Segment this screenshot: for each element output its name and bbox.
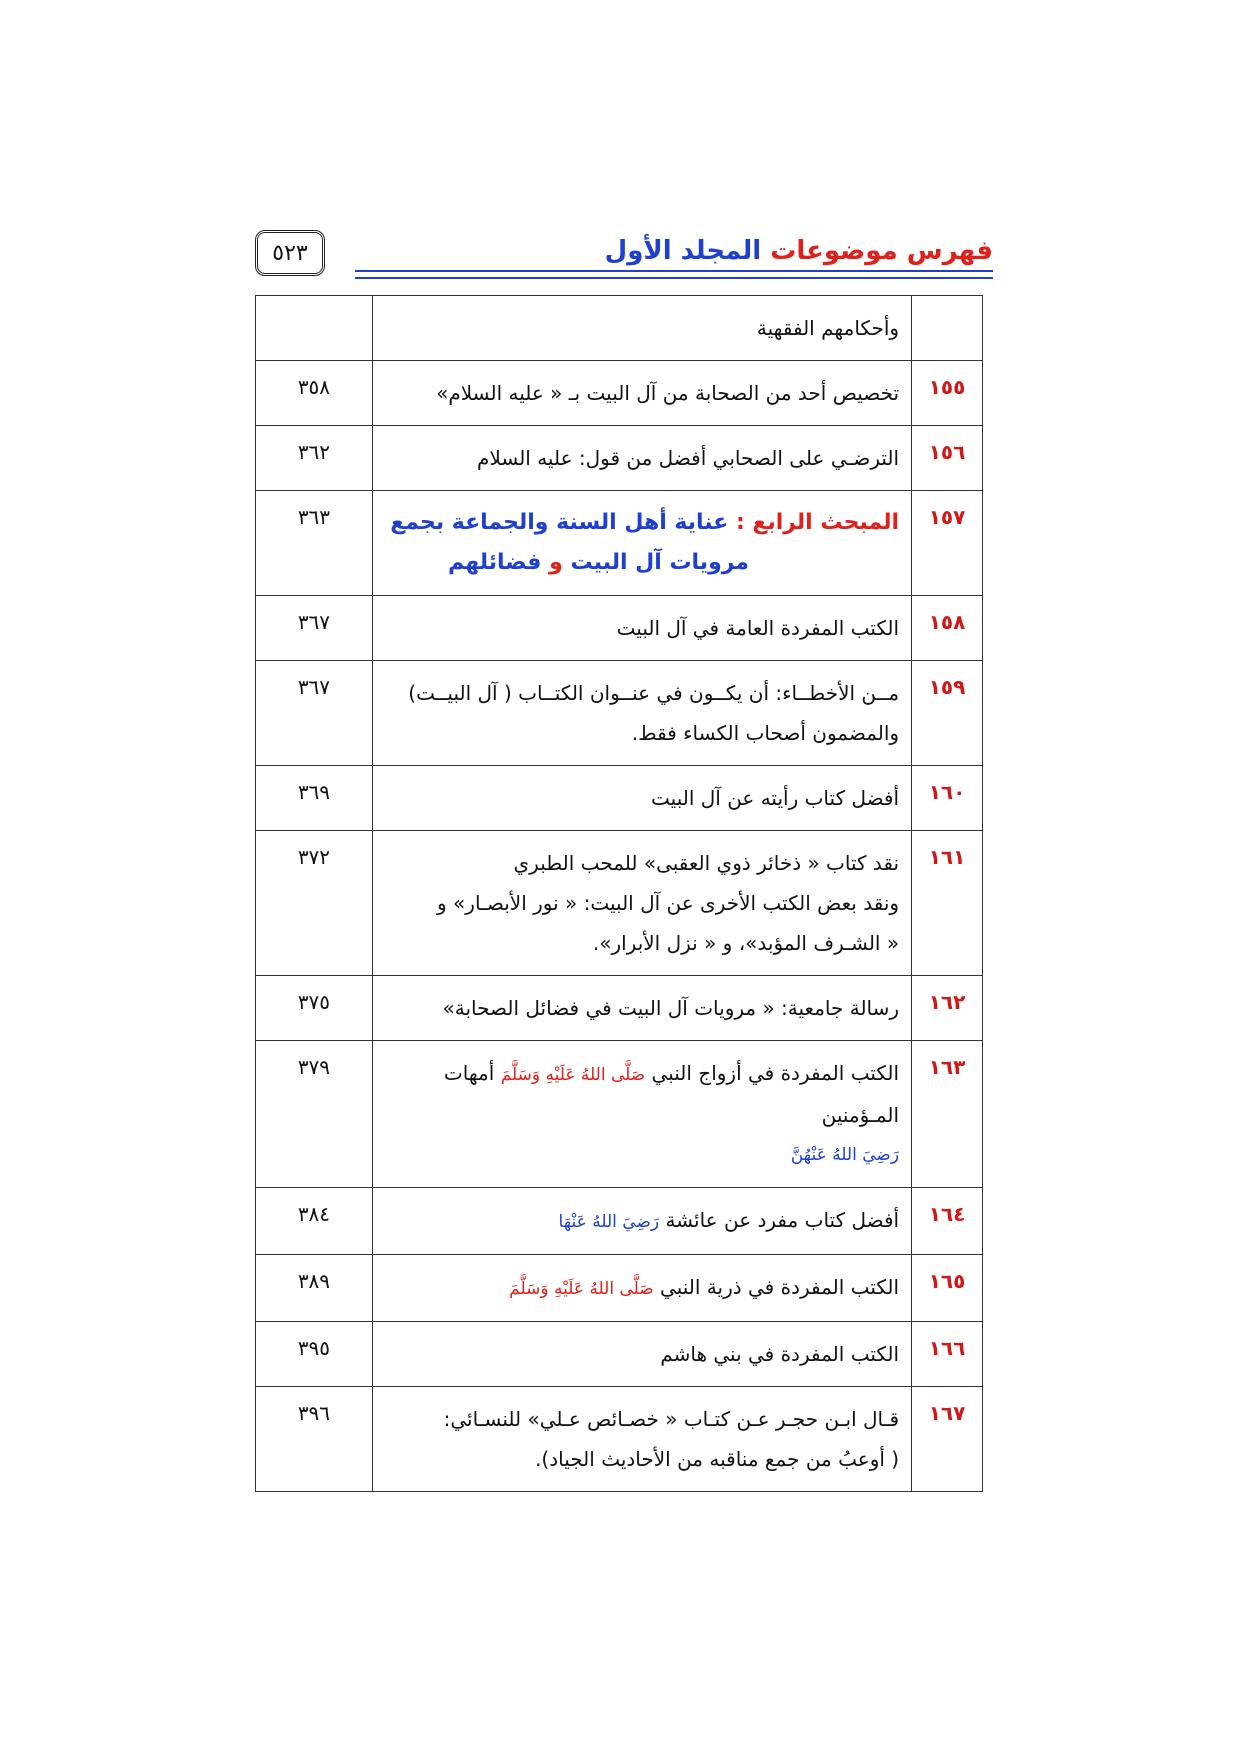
row-title bbox=[372, 426, 911, 491]
row-title-line: الكتب المفردة في بني هاشم bbox=[660, 1342, 900, 1366]
row-title bbox=[372, 596, 911, 661]
row-title-line bbox=[383, 1200, 899, 1242]
table-row bbox=[256, 491, 983, 596]
row-page: ٣٩٦ bbox=[256, 1387, 373, 1492]
row-title-line: قـال ابـن حجـر عـن كتـاب « خصـائص عـلي» للنسـائي: bbox=[443, 1407, 900, 1431]
section-title-conj: و bbox=[549, 550, 563, 575]
table-row bbox=[256, 1387, 983, 1492]
table-row bbox=[256, 661, 983, 766]
row-page: ٣٧٩ bbox=[256, 1041, 373, 1188]
row-number: ١٦١ bbox=[912, 831, 983, 976]
row-title-line: ( أوعبُ من جمع مناقبه من الأحاديث الجياد). bbox=[535, 1447, 900, 1471]
row-title-line: أفضل كتاب رأيته عن آل البيت bbox=[651, 786, 900, 810]
row-title bbox=[372, 1387, 911, 1492]
row-title-line: مــن الأخطــاء: أن يكــون في عنــوان الكتــاب ( آل البيــت) bbox=[408, 681, 900, 705]
toc-table bbox=[255, 295, 983, 1492]
section-title-line2b: فضائلهم bbox=[448, 550, 542, 575]
row-page: ٣٧٥ bbox=[256, 976, 373, 1041]
row-title-line: الترضـي على الصحابي أفضل من قول: عليه السلام bbox=[477, 446, 900, 470]
row-title-line: ونقد بعض الكتب الأخرى عن آل البيت: « نور الأبصـار» و bbox=[437, 891, 900, 915]
row-title-text: أفضل كتاب مفرد عن عائشة bbox=[665, 1208, 900, 1232]
row-title-line bbox=[383, 1053, 899, 1135]
table-row bbox=[256, 766, 983, 831]
row-page bbox=[256, 296, 373, 361]
row-title bbox=[372, 296, 911, 361]
table-row bbox=[256, 1188, 983, 1255]
header-title bbox=[605, 236, 993, 266]
row-number: ١٦٢ bbox=[912, 976, 983, 1041]
row-number: ١٥٩ bbox=[912, 661, 983, 766]
section-title-line2a: مرويات آل البيت bbox=[570, 550, 750, 575]
row-title-text-after: أمهات المـؤمنين bbox=[443, 1061, 900, 1127]
row-number: ١٦٥ bbox=[912, 1255, 983, 1322]
table-row bbox=[256, 976, 983, 1041]
header-rule-bottom bbox=[355, 277, 993, 279]
row-title-line: والمضمون أصحاب الكساء فقط. bbox=[631, 721, 900, 745]
row-title bbox=[372, 1255, 911, 1322]
row-title-line: نقد كتاب « ذخائر ذوي العقبى» للمحب الطبري bbox=[513, 851, 900, 875]
table-row bbox=[256, 1322, 983, 1387]
row-title-text: الكتب المفردة في أزواج النبي bbox=[651, 1061, 900, 1085]
section-heading-line-1 bbox=[383, 503, 899, 543]
row-title-line: تخصيص أحد من الصحابة من آل البيت بـ « عليه السلام» bbox=[436, 381, 900, 405]
row-number: ١٦٧ bbox=[912, 1387, 983, 1492]
row-page: ٣٨٤ bbox=[256, 1188, 373, 1255]
table-row bbox=[256, 1255, 983, 1322]
row-number: ١٦٤ bbox=[912, 1188, 983, 1255]
row-title bbox=[372, 766, 911, 831]
row-title bbox=[372, 976, 911, 1041]
row-number: ١٥٦ bbox=[912, 426, 983, 491]
row-number: ١٥٥ bbox=[912, 361, 983, 426]
page-number: ٥٢٣ bbox=[272, 240, 308, 266]
row-number: ١٦٣ bbox=[912, 1041, 983, 1188]
honorific-radiya: رَضِيَ اللهُ عَنْهَا bbox=[558, 1212, 660, 1232]
row-page: ٣٦٩ bbox=[256, 766, 373, 831]
row-number: ١٥٧ bbox=[912, 491, 983, 596]
row-title bbox=[372, 361, 911, 426]
row-title-line: وأحكامهم الفقهية bbox=[756, 316, 900, 340]
section-title-line1: عناية أهل السنة والجماعة بجمع bbox=[390, 510, 729, 535]
table-row bbox=[256, 296, 983, 361]
table-row bbox=[256, 426, 983, 491]
table-row bbox=[256, 361, 983, 426]
row-title-line: رسالة جامعية: « مرويات آل البيت في فضائل الصحابة» bbox=[442, 996, 900, 1020]
row-title-text: الكتب المفردة في ذرية النبي bbox=[660, 1275, 900, 1299]
row-title bbox=[372, 1322, 911, 1387]
row-number: ١٦٦ bbox=[912, 1322, 983, 1387]
row-page: ٣٦٢ bbox=[256, 426, 373, 491]
row-title-line: « الشـرف المؤبد»، و « نزل الأبرار». bbox=[592, 931, 900, 955]
page-header bbox=[255, 228, 993, 284]
row-title-line: الكتب المفردة العامة في آل البيت bbox=[616, 616, 900, 640]
row-page: ٣٧٢ bbox=[256, 831, 373, 976]
row-title bbox=[372, 831, 911, 976]
row-page: ٣٦٧ bbox=[256, 596, 373, 661]
row-title bbox=[372, 661, 911, 766]
table-row bbox=[256, 596, 983, 661]
page-number-box bbox=[255, 230, 325, 276]
honorific-radiya: رَضِيَ اللهُ عَنْهُنَّ bbox=[790, 1145, 900, 1165]
header-title-part2: المجلد الأول bbox=[604, 236, 762, 266]
honorific-salutation: صَلَّى اللهُ عَلَيْهِ وَسَلَّمَ bbox=[509, 1279, 654, 1299]
section-label: المبحث الرابع : bbox=[735, 510, 900, 535]
row-page: ٣٨٩ bbox=[256, 1255, 373, 1322]
row-page: ٣٥٨ bbox=[256, 361, 373, 426]
row-title-line bbox=[383, 1267, 899, 1309]
row-page: ٣٦٧ bbox=[256, 661, 373, 766]
row-page: ٣٦٣ bbox=[256, 491, 373, 596]
row-number: ١٥٨ bbox=[912, 596, 983, 661]
honorific-salutation: صَلَّى اللهُ عَلَيْهِ وَسَلَّمَ bbox=[500, 1065, 646, 1085]
row-number: ١٦٠ bbox=[912, 766, 983, 831]
section-heading bbox=[372, 491, 911, 596]
header-rule-top bbox=[355, 270, 993, 272]
section-heading-line-2 bbox=[383, 543, 899, 583]
row-page: ٣٩٥ bbox=[256, 1322, 373, 1387]
table-row bbox=[256, 831, 983, 976]
row-title bbox=[372, 1041, 911, 1188]
row-number bbox=[912, 296, 983, 361]
row-title bbox=[372, 1188, 911, 1255]
header-title-part1: فهرس موضوعات bbox=[770, 236, 993, 266]
table-row bbox=[256, 1041, 983, 1188]
